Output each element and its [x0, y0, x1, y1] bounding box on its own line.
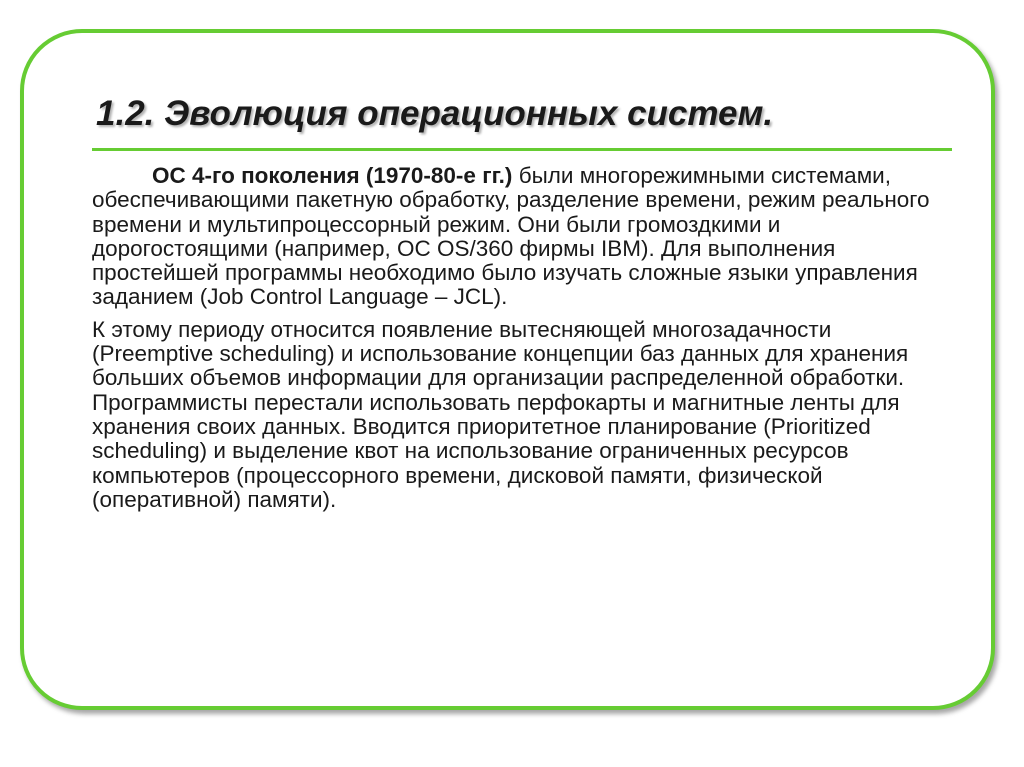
slide-title: 1.2. Эволюция операционных систем. [96, 94, 774, 133]
paragraph-4th-generation [92, 164, 942, 310]
title-divider [92, 148, 952, 151]
paragraph-lead: ОС 4-го поколения (1970-80-е гг.) [152, 163, 513, 188]
slide-body [92, 164, 942, 520]
paragraph-period-features [92, 318, 942, 512]
paragraph-text: были многорежимными системами, обеспечивающими пакетную обработку, разделение времени, режим реального времени и мультипроцессорный режим. Они были громоздкими и дорогостоящими (например, ОС OS/360 фирмы IBM). Для выполнения простейшей программы необходимо было изучать сложные языки управления заданием (Job Control Language – JCL). [92, 163, 930, 310]
paragraph-text: К этому периоду относится появление вытесняющей многозадачности (Preemptive scheduling) и использование концепции баз данных для хранения больших объемов информации для организации распределенной обработки. Программисты перестали использовать перфокарты и магнитные ленты для хранения своих данных. Вводится приоритетное планирование (Prioritized scheduling) и выделение квот на использование ограниченных ресурсов компьютеров (процессорного времени, дисковой памяти, физической (оперативной) памяти). [92, 316, 909, 512]
